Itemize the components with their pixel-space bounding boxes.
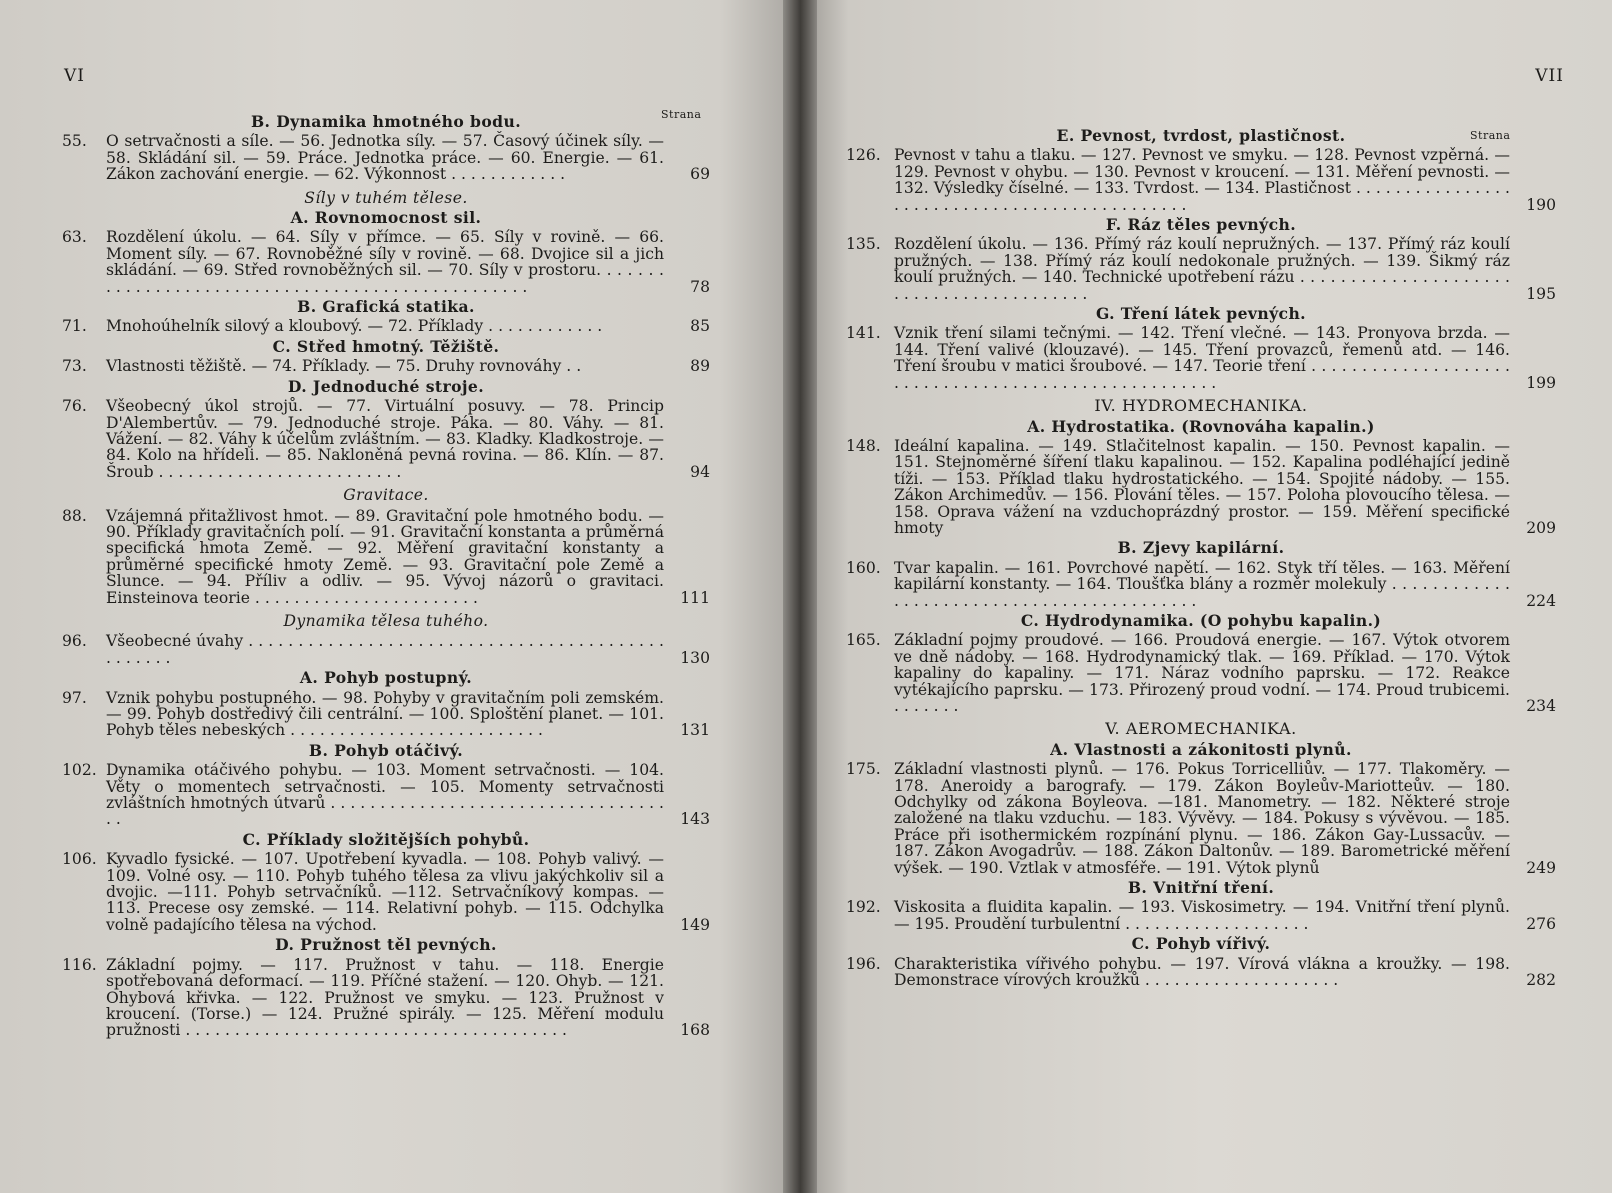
page-reference: 69 [690, 165, 710, 184]
section-number: 160. [846, 558, 881, 577]
section-heading: V. AEROMECHANIKA. [1105, 719, 1297, 739]
toc-entry [62, 229, 710, 295]
toc-entry [846, 956, 1556, 989]
section-number: 192. [846, 898, 881, 917]
section-number: 106. [62, 850, 97, 869]
section-heading: B. Vnitřní tření. [1127, 878, 1275, 898]
entry-text: O setrvačnosti a síle. — 56. Jednotka síly. — 57. Časový účinek síly. — 58. Skládání sil. — 59. Práce. Jednotka práce. — 60. Energie. — 61. Zákon zachování energie. — 62. Výkonnost . . . . . . . . . . . . [106, 132, 664, 184]
section-heading: IV. HYDROMECHANIKA. [1094, 396, 1308, 416]
toc-entry [62, 690, 710, 739]
toc-entry [846, 632, 1556, 714]
toc-entry [846, 147, 1556, 213]
entry-text: Vznik tření silami tečnými. — 142. Tření vlečné. — 143. Pronyova brzda. — 144. Tření valivé (klouzavé). — 145. Tření provazců, řemenů atd. — 146. Tření šroubu v matici šroubové. — 147. Teorie tření . . . . . . . . . . . . . . . . . . . . . . . . . . . . . . . . . . . . . . . . . . . . . . . . . . . . . [894, 324, 1510, 392]
entry-text: Všeobecné úvahy . . . . . . . . . . . . . . . . . . . . . . . . . . . . . . . . . . . . . . . . . . . . . . . . . [106, 632, 664, 667]
entry-text: Viskosita a fluidita kapalin. — 193. Viskosimetry. — 194. Vnitřní tření plynů. — 195. Proudění turbulentní . . . . . . . . . . . . . . . . . . . [894, 898, 1510, 933]
section-heading: A. Pohyb postupný. [299, 668, 473, 688]
section-heading: C. Hydrodynamika. (O pohybu kapalin.) [1020, 610, 1382, 630]
page-reference: 282 [1526, 971, 1556, 990]
entry-text: Vlastnosti těžiště. — 74. Příklady. — 75. Druhy rovnováhy . . [106, 357, 582, 376]
section-heading: Síly v tuhém tělese. [304, 188, 468, 207]
section-heading: F. Ráz těles pevných. [1105, 215, 1297, 235]
section-number: 96. [62, 632, 87, 651]
section-number: 76. [62, 397, 87, 416]
page-reference: 249 [1526, 858, 1556, 877]
section-heading: D. Jednoduché stroje. [287, 376, 485, 396]
entry-text: Dynamika otáčivého pohybu. — 103. Moment setrvačnosti. — 104. Věty o momentech setrvačnosti. — 105. Momenty setrvačnosti zvláštních hmotných útvarů . . . . . . . . . . . . . . . . . . . . . . . . . . . . . . . . . . . . [106, 761, 664, 829]
page-reference: 168 [680, 1021, 710, 1040]
section-number: 148. [846, 436, 881, 455]
entry-text: Základní pojmy. — 117. Pružnost v tahu. — 118. Energie spotřebovaná deformací. — 119. Příčné stažení. — 120. Ohyb. — 121. Ohybová křivka. — 122. Pružnost ve smyku. — 123. Pružnost v kroucení. (Torse.) — 124. Pružné spirály. — 125. Měření modulu pružnosti . . . . . . . . . . . . . . . . . . . . . . . . . . . . . . . . . . . . . . . [106, 955, 664, 1040]
section-number: 141. [846, 324, 881, 343]
section-heading: B. Grafická statika. [297, 297, 475, 317]
section-number: 55. [62, 132, 87, 151]
table-of-contents [846, 124, 1556, 991]
section-number: 102. [62, 761, 97, 780]
entry-text: Charakteristika vířivého pohybu. — 197. Vírová vlákna a kroužky. — 198. Demonstrace vírových kroužků . . . . . . . . . . . . . . . . . . . . [894, 954, 1510, 990]
toc-entry [62, 633, 710, 666]
toc-entry [846, 761, 1556, 876]
page-reference: 143 [680, 810, 710, 829]
left-page [0, 0, 800, 1193]
section-heading: A. Hydrostatika. (Rovnováha kapalin.) [1027, 416, 1375, 436]
section-number: 71. [62, 317, 87, 336]
page-reference: 195 [1526, 284, 1556, 303]
toc-entry [846, 325, 1556, 391]
entry-text: Základní pojmy proudové. — 166. Proudová energie. — 167. Výtok otvorem ve dně nádoby. — 168. Hydrodynamický tlak. — 169. Příklad. — 170. Výtok kapaliny do kapaliny. — 171. Náraz vodního paprsku. — 172. Reakce vytékajícího paprsku. — 173. Přirozený proud vodní. — 174. Proud trubicemi. . . . . . . . [894, 631, 1510, 715]
section-number: 126. [846, 146, 881, 165]
page-reference: 78 [690, 277, 710, 296]
toc-entry [62, 851, 710, 933]
page-reference: 131 [680, 721, 710, 740]
entry-text: Vznik pohybu postupného. — 98. Pohyby v gravitačním poli zemském. — 99. Pohyb dostředivý čili centrální. — 100. Sploštění planet. — 101. Pohyb těles nebeských . . . . . . . . . . . . . . . . . . . . . . . . . . [106, 688, 664, 740]
page-reference: 199 [1526, 373, 1556, 392]
page-column-label: Strana [661, 108, 702, 121]
section-heading: C. Pohyb vířivý. [1131, 934, 1271, 954]
entry-text: Rozdělení úkolu. — 136. Přímý ráz koulí nepružných. — 137. Přímý ráz koulí pružných. — 138. Přímý ráz koulí nedokonale pružných. — 139. Šikmý ráz koulí pružných. — 140. Technické upotřebení rázu . . . . . . . . . . . . . . . . . . . . . . . . . . . . . . . . . . . . . . . . . [894, 235, 1510, 303]
entry-text: Vzájemná přitažlivost hmot. — 89. Gravitační pole hmotného bodu. — 90. Příklady gravitačních polí. — 91. Gravitační konstanta a průměrná specifická hmota Země. — 92. Měření gravitační konstanty a průměrné specifické hmoty Země. — 93. Gravitační pole Země a Slunce. — 94. Příliv a odliv. — 95. Vývoj názorů o gravitaci. Einsteinova teorie . . . . . . . . . . . . . . . . . . . . . . . [106, 506, 664, 607]
page-reference: 190 [1526, 195, 1556, 214]
toc-entry [62, 318, 710, 334]
toc-entry [62, 358, 710, 374]
section-heading: Dynamika tělesa tuhého. [283, 611, 489, 630]
section-number: 63. [62, 228, 87, 247]
toc-entry [846, 899, 1556, 932]
section-number: 135. [846, 235, 881, 254]
entry-text: Ideální kapalina. — 149. Stlačitelnost kapalin. — 150. Pevnost kapalin. — 151. Stejnoměrné šíření tlaku kapalinou. — 152. Kapalina podléhající jedině tíži. — 153. Příklad tlaku hydrostatického. — 154. Spojité nádoby. — 155. Zákon Archimedův. — 156. Plování těles. — 157. Poloha plovoucího tělesa. — 158. Oprava vážení na vzduchoprázdný prostor. — 159. Měření specifické hmoty [894, 436, 1510, 537]
page-reference: 149 [680, 915, 710, 934]
section-heading: B. Dynamika hmotného bodu. [250, 112, 522, 131]
page-reference: 234 [1526, 697, 1556, 715]
page-reference: 94 [690, 462, 710, 481]
page-reference: 224 [1526, 591, 1556, 610]
section-heading: B. Zjevy kapilární. [1117, 538, 1285, 558]
page-number: VII [1535, 66, 1564, 86]
toc-entry [62, 508, 710, 606]
entry-text: Všeobecný úkol strojů. — 77. Virtuální posuvy. — 78. Princip D'Alembertův. — 79. Jednoduché stroje. Páka. — 80. Váhy. — 81. Vážení. — 82. Váhy k účelům zvláštním. — 83. Kladky. Kladkostroje. — 84. Kolo na hřídeli. — 85. Nakloněná pevná rovina. — 86. Klín. — 87. Šroub . . . . . . . . . . . . . . . . . . . . . . . . . [106, 397, 664, 481]
section-heading: D. Pružnost těl pevných. [275, 935, 497, 955]
toc-entry [846, 236, 1556, 302]
page-reference: 111 [680, 588, 710, 607]
section-heading: B. Pohyb otáčivý. [308, 740, 464, 760]
page-number: VI [64, 66, 85, 86]
section-number: 116. [62, 955, 97, 974]
toc-entry [846, 560, 1556, 609]
book-gutter [783, 0, 817, 1193]
section-heading: C. Příklady složitějších pohybů. [242, 829, 530, 849]
page-reference: 85 [690, 317, 710, 336]
page-reference: 209 [1526, 518, 1556, 537]
section-number: 88. [62, 506, 87, 525]
page-column-label: Strana [1470, 129, 1511, 142]
entry-text: Kyvadlo fysické. — 107. Upotřebení kyvadla. — 108. Pohyb valivý. — 109. Volné osy. — 110. Pohyb tuhého tělesa za vlivu jakýchkoliv sil a dvojic. —111. Pohyb setrvačníků. —112. Setrvačníkový kompas. — 113. Precese osy zemské. — 114. Relativní pohyb. — 115. Odchylka volně padajícího tělesa na východ. [106, 850, 664, 934]
page-reference: 130 [680, 648, 710, 667]
toc-entry [62, 133, 710, 182]
page-reference: 276 [1526, 914, 1556, 933]
table-of-contents [62, 110, 710, 1041]
entry-text: Mnohoúhelník silový a kloubový. — 72. Příklady . . . . . . . . . . . . [106, 317, 603, 336]
entry-text: Základní vlastnosti plynů. — 176. Pokus Torricelliův. — 177. Tlakoměry. — 178. Aneroidy a barografy. — 179. Zákon Boyleův-Mariotteův. — 180. Odchylky od zákona Boyleova. —181. Manometry. — 182. Některé stroje založené na tlaku vzduchu. — 183. Vývěvy. — 184. Pokusy s vývěvou. — 185. Práce při isothermickém rozpínání plynu. — 186. Zákon Gay-Lussacův. — 187. Zákon Avogadrův. — 188. Zákon Daltonův. — 189. Barometrické měření výšek. — 190. Vztlak v atmosféře. — 191. Výtok plynů [894, 760, 1510, 877]
section-heading: G. Tření látek pevných. [1095, 304, 1307, 324]
section-number: 73. [62, 357, 87, 376]
section-number: 97. [62, 688, 87, 707]
section-number: 165. [846, 631, 881, 650]
section-number: 175. [846, 760, 881, 779]
right-page [800, 0, 1612, 1193]
section-number: 196. [846, 954, 881, 973]
section-heading: A. Vlastnosti a zákonitosti plynů. [1050, 739, 1352, 759]
section-heading: E. Pevnost, tvrdost, plastičnost. [1056, 126, 1346, 145]
section-heading: C. Střed hmotný. Těžiště. [272, 336, 500, 356]
toc-entry [846, 438, 1556, 536]
entry-text: Rozdělení úkolu. — 64. Síly v přímce. — 65. Síly v rovině. — 66. Moment síly. — 67. Rovnoběžné síly v rovině. — 68. Dvojice sil a jich skládání. — 69. Střed rovnoběžných sil. — 70. Síly v prostoru. . . . . . . . . . . . . . . . . . . . . . . . . . . . . . . . . . . . . . . . . . . . . . . . . . [106, 228, 664, 296]
toc-entry [62, 762, 710, 828]
section-heading: Gravitace. [343, 486, 429, 505]
section-heading: A. Rovnomocnost sil. [290, 208, 482, 228]
page-reference: 89 [690, 357, 710, 376]
toc-entry [62, 398, 710, 480]
entry-text: Tvar kapalin. — 161. Povrchové napětí. — 162. Styk tří těles. — 163. Měření kapilární konstanty. — 164. Tloušťka blány a rozměr molekuly . . . . . . . . . . . . . . . . . . . . . . . . . . . . . . . . . . . . . . . . . . . [894, 558, 1510, 610]
toc-entry [62, 957, 710, 1039]
entry-text: Pevnost v tahu a tlaku. — 127. Pevnost ve smyku. — 128. Pevnost vzpěrná. — 129. Pevnost v ohybu. — 130. Pevnost v kroucení. — 131. Měření pevnosti. — 132. Výsledky číselné. — 133. Tvrdost. — 134. Plastičnost . . . . . . . . . . . . . . . . . . . . . . . . . . . . . . . . . . . . . . . . . . . . . . [894, 146, 1510, 214]
